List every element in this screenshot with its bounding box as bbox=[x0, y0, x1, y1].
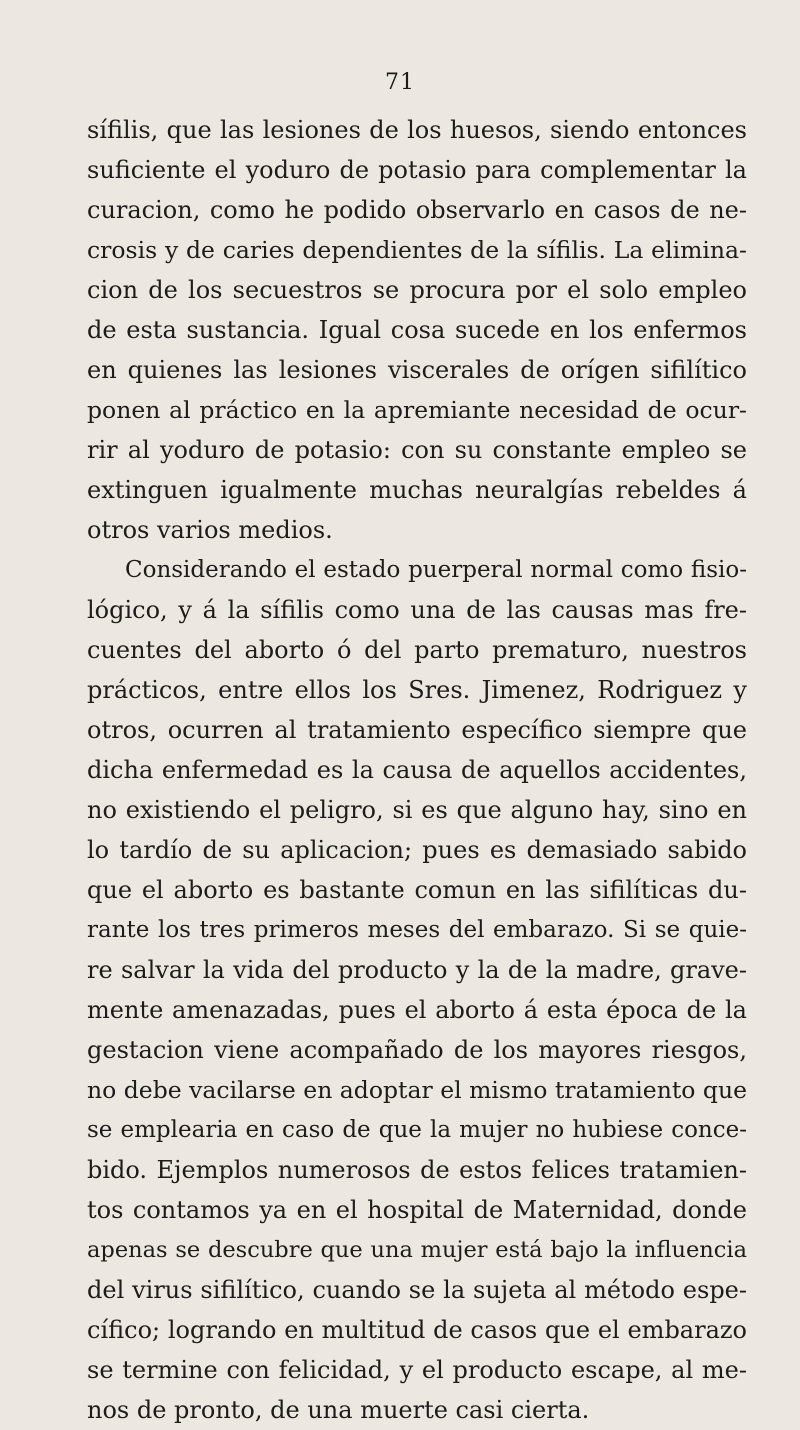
text-line: curacion, como he podido observarlo en casos de ne- bbox=[87, 196, 747, 224]
text-line: crosis y de caries dependientes de la sífilis. La elimina- bbox=[87, 236, 747, 264]
text-line: rante los tres primeros meses del embarazo. Si se quie- bbox=[87, 917, 747, 943]
text-line: se emplearia en caso de que la mujer no hubiese conce- bbox=[87, 1117, 747, 1143]
text-line: rir al yoduro de potasio: con su constante empleo se bbox=[87, 436, 747, 464]
text-line: lo tardío de su aplicacion; pues es demasiado sabido bbox=[87, 836, 747, 864]
text-line: se termine con felicidad, y el producto escape, al me- bbox=[87, 1356, 747, 1384]
text-line: del virus sifilítico, cuando se la sujeta al método espe- bbox=[87, 1276, 747, 1304]
page-number: 71 bbox=[385, 70, 415, 95]
text-line: de esta sustancia. Igual cosa sucede en los enfermos bbox=[87, 316, 747, 344]
text-line: lógico, y á la sífilis como una de las causas mas fre- bbox=[87, 596, 747, 624]
text-line: extinguen igualmente muchas neuralgías rebeldes á bbox=[87, 476, 747, 504]
text-line: otros, ocurren al tratamiento específico siempre que bbox=[87, 716, 747, 744]
text-line: dicha enfermedad es la causa de aquellos accidentes, bbox=[87, 756, 747, 784]
text-line: prácticos, entre ellos los Sres. Jimenez, Rodriguez y bbox=[87, 676, 747, 704]
text-line: ponen al práctico en la apremiante necesidad de ocur- bbox=[87, 396, 747, 424]
text-line: bido. Ejemplos numerosos de estos felices tratamien- bbox=[87, 1156, 747, 1184]
text-line: sífilis, que las lesiones de los huesos, siendo entonces bbox=[87, 116, 747, 144]
text-line: en quienes las lesiones viscerales de orígen sifilítico bbox=[87, 356, 747, 384]
text-line: suficiente el yoduro de potasio para complementar la bbox=[87, 156, 747, 184]
text-line: cuentes del aborto ó del parto prematuro, nuestros bbox=[87, 636, 747, 664]
text-line: que el aborto es bastante comun en las sifilíticas du- bbox=[87, 876, 747, 904]
text-line: apenas se descubre que una mujer está bajo la influencia bbox=[87, 1237, 747, 1263]
text-line: no debe vacilarse en adoptar el mismo tratamiento que bbox=[87, 1076, 747, 1104]
paragraph-start-line: Considerando el estado puerperal normal como fisio- bbox=[125, 557, 747, 583]
text-line: nos de pronto, de una muerte casi cierta. bbox=[87, 1396, 590, 1424]
body-text bbox=[87, 110, 747, 1430]
text-line: cion de los secuestros se procura por el solo empleo bbox=[87, 276, 747, 304]
text-line: gestacion viene acompañado de los mayores riesgos, bbox=[87, 1036, 747, 1064]
text-line: cífico; logrando en multitud de casos que el embarazo bbox=[87, 1316, 747, 1344]
text-line: no existiendo el peligro, si es que alguno hay, sino en bbox=[87, 796, 747, 824]
text-line: re salvar la vida del producto y la de la madre, grave- bbox=[87, 956, 747, 984]
text-line: otros varios medios. bbox=[87, 516, 333, 544]
text-line: tos contamos ya en el hospital de Maternidad, donde bbox=[87, 1196, 747, 1224]
text-line: mente amenazadas, pues el aborto á esta época de la bbox=[87, 996, 747, 1024]
